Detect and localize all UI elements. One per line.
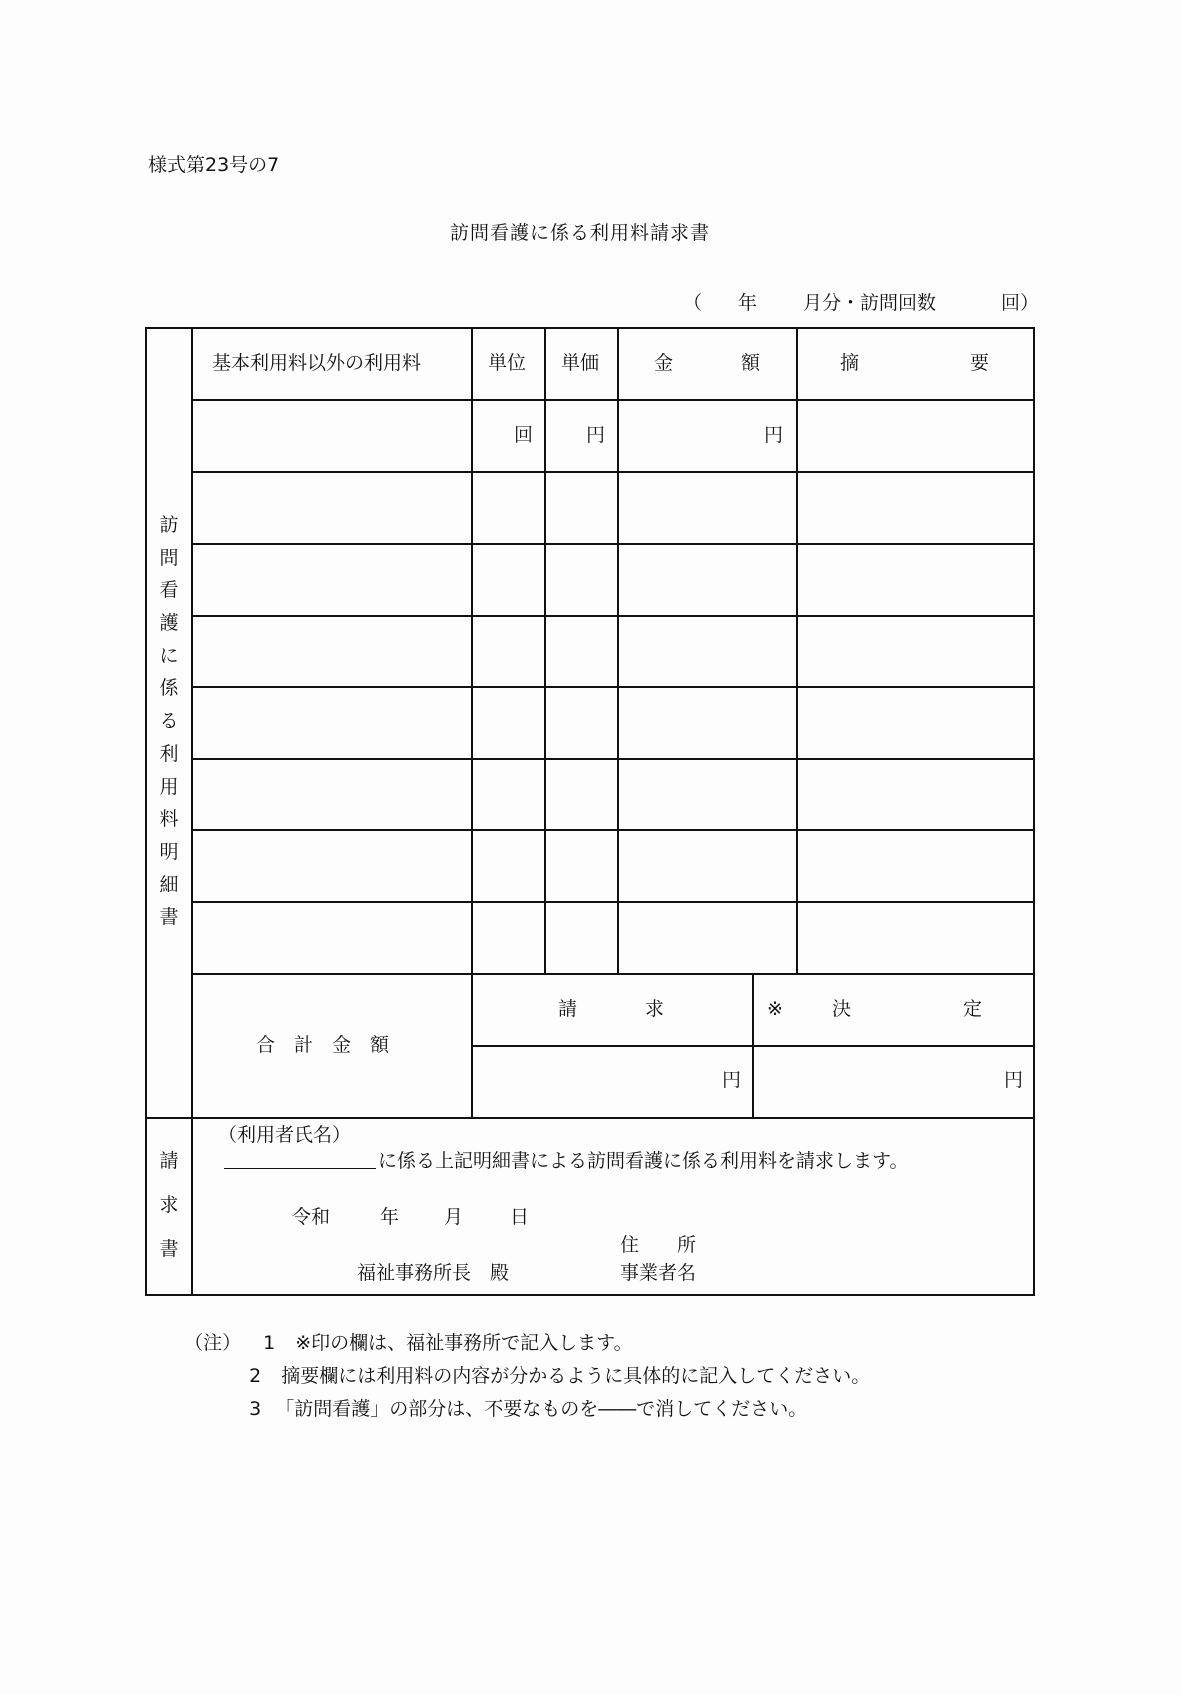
unit-price-yen-marker: 円 (586, 424, 606, 446)
period-month-visits-label: 月分・訪問回数 (803, 292, 937, 314)
unit-times-marker: 回 (514, 424, 534, 446)
side-char: 係 (159, 677, 179, 700)
user-name-underline[interactable] (224, 1168, 376, 1169)
note-3 (237, 1372, 807, 1421)
detail-item-cell[interactable] (193, 903, 471, 973)
side-char: 書 (159, 906, 179, 929)
table-border-left (145, 327, 147, 1296)
side-char: 料 (159, 808, 179, 831)
detail-item-cell[interactable] (193, 831, 471, 901)
side-char: 細 (159, 873, 179, 896)
period-year-label: 年 (738, 292, 758, 314)
total-request-a: 請 (558, 998, 578, 1020)
total-request-b: 求 (645, 998, 665, 1020)
addressee: 福祉事務所長 殿 (357, 1262, 510, 1284)
header-item: 基本利用料以外の利用料 (212, 352, 422, 374)
header-unit: 単位 (488, 352, 527, 374)
header-unit-price: 単価 (561, 352, 600, 374)
side-char: に (159, 644, 179, 667)
side-char: 明 (159, 840, 179, 863)
request-total-field[interactable] (473, 1047, 752, 1117)
detail-side-label (158, 516, 180, 941)
side-char: 看 (159, 579, 179, 602)
column-divider-item (471, 327, 473, 1118)
side-char: 問 (159, 546, 179, 569)
note-number: 3 (249, 1398, 262, 1420)
total-decision-b: 定 (963, 998, 983, 1020)
side-char: 書 (159, 1238, 179, 1260)
total-bottom-line (145, 1117, 1035, 1119)
request-total-yen: 円 (722, 1069, 742, 1091)
row-line (191, 973, 1035, 975)
side-char: 護 (159, 612, 179, 635)
note-number: 1 (263, 1332, 276, 1354)
date-month: 月 (444, 1206, 464, 1228)
total-decision-a: 決 (832, 998, 852, 1020)
table-border-top (145, 327, 1035, 329)
decision-total-yen: 円 (1004, 1069, 1024, 1091)
detail-item-cell[interactable] (193, 688, 471, 758)
side-char: 請 (159, 1150, 179, 1172)
header-amount-a: 金 (654, 352, 674, 374)
side-char: 訪 (159, 514, 179, 536)
detail-item-cell[interactable] (193, 401, 471, 471)
column-divider-unit-price (617, 327, 619, 974)
detail-item-cell[interactable] (193, 545, 471, 615)
notes-prefix: （注） (184, 1332, 242, 1354)
note-text: 摘要欄には利用料の内容が分かるように具体的に記入してください。 (281, 1365, 871, 1387)
header-summary-a: 摘 (840, 352, 860, 374)
side-char: る (159, 710, 179, 733)
user-name-label: （利用者氏名） (218, 1124, 352, 1146)
request-side-label (158, 1152, 180, 1284)
side-char: 求 (159, 1194, 179, 1216)
decision-mark: ※ (767, 998, 783, 1020)
amount-yen-marker: 円 (764, 424, 784, 446)
header-summary-b: 要 (970, 352, 990, 374)
decision-total-field[interactable] (754, 1047, 1033, 1117)
request-sentence: に係る上記明細書による訪問看護に係る利用料を請求します。 (378, 1150, 909, 1172)
address-label: 住 所 (620, 1234, 697, 1256)
header-amount-b: 額 (741, 352, 761, 374)
total-amount-label: 合 計 金 額 (256, 1034, 390, 1056)
form-number: 様式第23号の7 (148, 154, 280, 176)
date-era: 令和 (292, 1206, 331, 1228)
business-name-label: 事業者名 (620, 1262, 697, 1284)
note-number: 2 (249, 1365, 262, 1387)
document-title: 訪問看護に係る利用料請求書 (450, 222, 711, 244)
period-count-label: 回） (1001, 292, 1040, 314)
detail-item-cell[interactable] (193, 760, 471, 829)
column-divider-amount (796, 327, 798, 974)
side-char: 用 (159, 775, 179, 798)
date-year: 年 (380, 1206, 400, 1228)
table-border-bottom (145, 1294, 1035, 1296)
note-text: ※印の欄は、福祉事務所で記入します。 (295, 1332, 633, 1354)
column-divider-unit (544, 327, 546, 974)
note-text: 「訪問看護」の部分は、不要なものを――で消してください。 (275, 1398, 808, 1420)
date-day: 日 (510, 1206, 530, 1228)
detail-item-cell[interactable] (193, 617, 471, 686)
detail-item-cell[interactable] (193, 473, 471, 543)
side-char: 利 (159, 742, 179, 765)
period-open-paren: （ (683, 292, 703, 314)
